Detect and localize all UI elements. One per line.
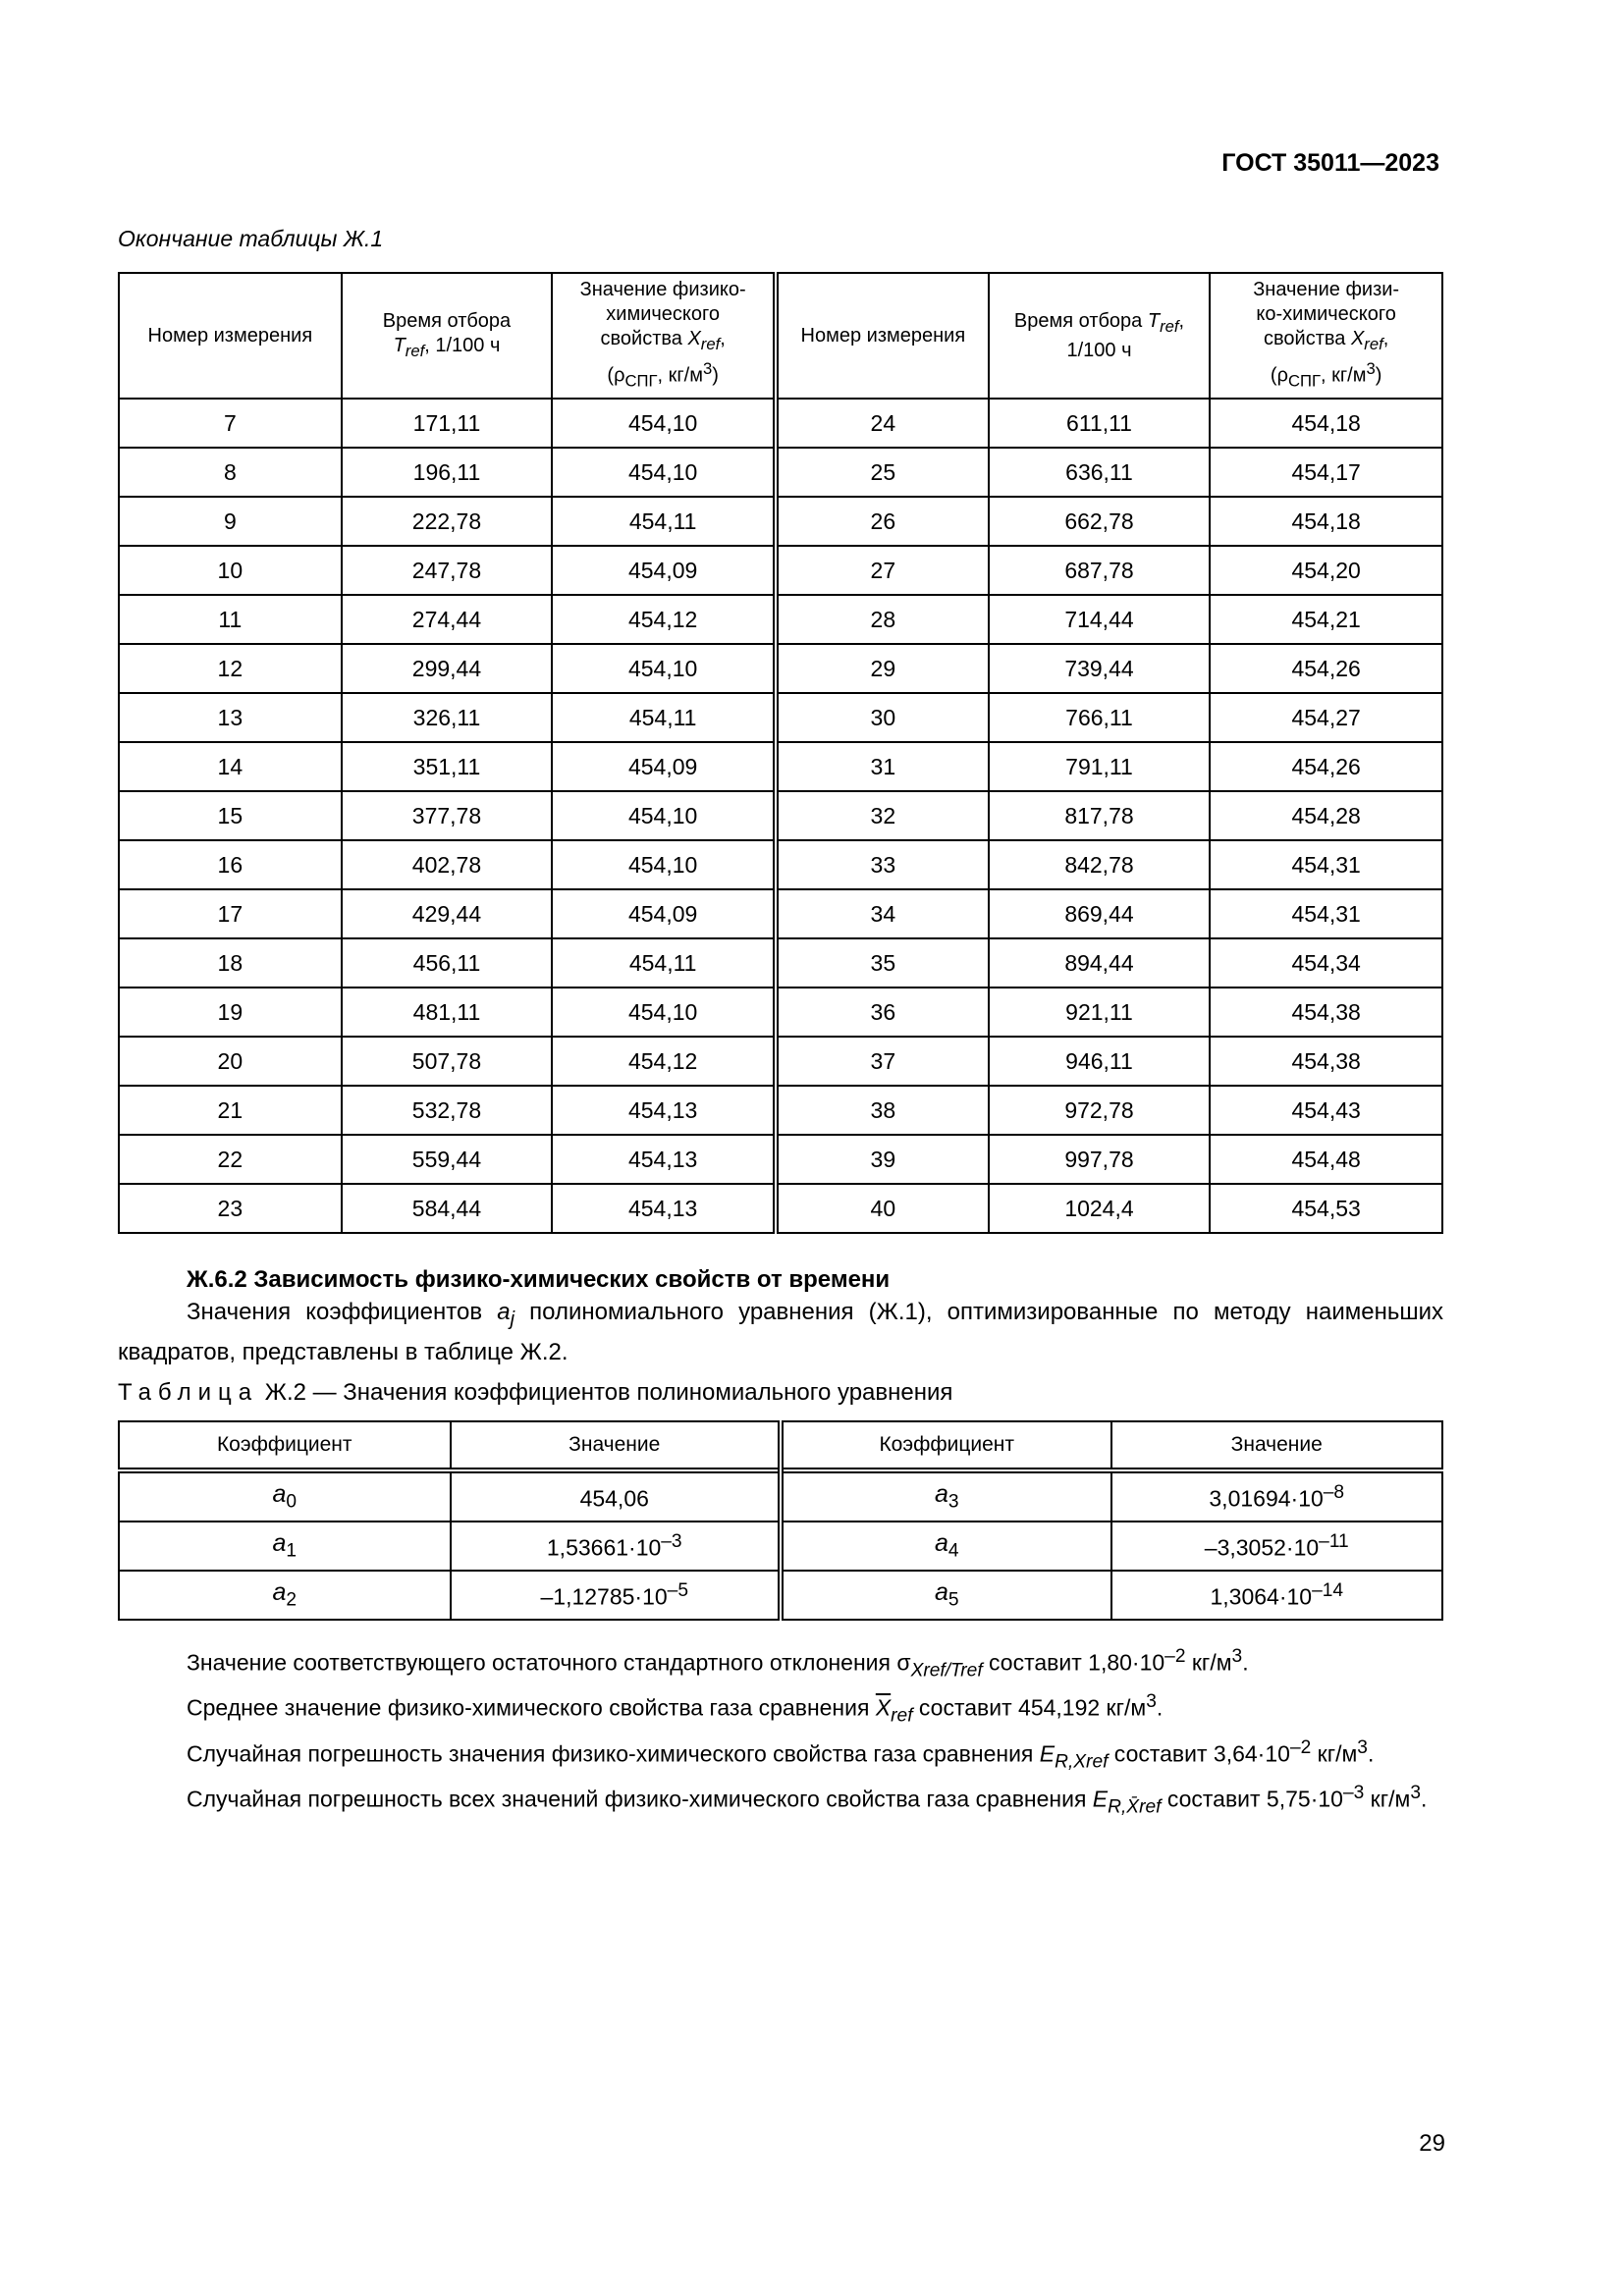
header-time-right-var: T — [1147, 309, 1161, 332]
header-value-right-line2: ко-химического — [1256, 303, 1396, 326]
result-random-error-var: E — [1039, 1740, 1056, 1767]
table-cell: 10 — [119, 546, 342, 595]
coefficient-name-cell — [781, 1470, 1111, 1522]
result-random-error-text: Случайная погрешность значения физико-химического свойства газа сравнения — [187, 1740, 1040, 1767]
coefficient-value: –1,12785·10 — [540, 1583, 668, 1610]
table-cell: 25 — [776, 448, 989, 497]
result-random-error-all-unit-sup: 3 — [1410, 1782, 1421, 1803]
coefficient-value-cell — [451, 1522, 781, 1571]
table-cell: 454,13 — [552, 1184, 776, 1233]
table-cell: 972,78 — [989, 1086, 1211, 1135]
table-row — [119, 693, 1442, 742]
table-cell: 611,11 — [989, 399, 1211, 448]
table-cell: 454,18 — [1210, 497, 1442, 546]
header-value-right-sub: ref — [1364, 335, 1383, 354]
table-row — [119, 988, 1442, 1037]
result-random-error-all-value: составит 5,75·10 — [1161, 1786, 1343, 1812]
table-cell: 14 — [119, 742, 342, 791]
result-random-error-unit: кг/м — [1311, 1740, 1358, 1767]
table-cell: 26 — [776, 497, 989, 546]
table-cell: 454,13 — [552, 1086, 776, 1135]
coefficient-exponent: –8 — [1323, 1481, 1345, 1503]
coefficient-index: 1 — [286, 1540, 298, 1562]
coefficient-exponent: –3 — [661, 1530, 682, 1552]
coefficient-name-cell — [119, 1522, 451, 1571]
coefficient-value: 454,06 — [579, 1485, 649, 1512]
header-value-right-line1: Значение физи- — [1253, 279, 1400, 301]
table-cell: 636,11 — [989, 448, 1211, 497]
table-row — [119, 448, 1442, 497]
result-residual-std-exp: –2 — [1164, 1646, 1186, 1667]
table-cell: 662,78 — [989, 497, 1211, 546]
table-cell: 454,31 — [1210, 840, 1442, 889]
header-property-value: Значение физико- химического свойства $X_{ref}$, ($\rho_{СПГ}$, $кг/м^3$) — [552, 273, 776, 399]
header-time-unit: , 1/100 ч — [424, 334, 501, 356]
result-mean-text: Среднее значение физико-химического свойства газа сравнения — [187, 1694, 876, 1721]
result-mean-var: $\overline{X}$ — [875, 1694, 892, 1721]
header-time-sub: ref — [405, 341, 425, 360]
header-value-right: Значение — [1111, 1421, 1443, 1470]
table-cell: 584,44 — [342, 1184, 553, 1233]
header-value-right-var: X — [1350, 328, 1365, 350]
header-value-line1: Значение физико- — [579, 279, 746, 301]
table-cell: 454,09 — [552, 889, 776, 938]
table2-caption — [118, 1379, 952, 1407]
table-cell: 454,09 — [552, 546, 776, 595]
coefficient-symbol: a — [272, 1480, 287, 1509]
table-row — [119, 1135, 1442, 1184]
table-cell: 8 — [119, 448, 342, 497]
header-value-unit-close: ) — [712, 364, 719, 387]
table-cell: 222,78 — [342, 497, 553, 546]
table-cell: 34 — [776, 889, 989, 938]
table-cell: 171,11 — [342, 399, 553, 448]
coefficient-name-cell — [781, 1522, 1111, 1571]
header-value-prop: свойства — [600, 328, 688, 350]
table-cell: 9 — [119, 497, 342, 546]
standard-designation: ГОСТ 35011—2023 — [1221, 149, 1439, 177]
table-cell: 454,34 — [1210, 938, 1442, 988]
header-value: Значение — [451, 1421, 781, 1470]
coefficient-value: –3,3052·10 — [1204, 1534, 1320, 1561]
table-cell: 1024,4 — [989, 1184, 1211, 1233]
coefficient-index: 5 — [947, 1589, 959, 1611]
result-random-error-all-text: Случайная погрешность всех значений физико-химического свойства газа сравнения — [187, 1786, 1093, 1812]
table-cell: 21 — [119, 1086, 342, 1135]
table-row — [119, 742, 1442, 791]
coefficient-value-cell — [451, 1470, 781, 1522]
coefficient-row — [119, 1522, 1442, 1571]
coefficient-index: 4 — [947, 1540, 959, 1562]
section-title: Ж.6.2 Зависимость физико-химических свойств от времени — [187, 1266, 891, 1293]
table-cell: 454,38 — [1210, 988, 1442, 1037]
table-cell: 27 — [776, 546, 989, 595]
header-measurement-number-right: Номер измерения — [776, 273, 989, 399]
results-block — [187, 1641, 1427, 1823]
header-time-right-sub: ref — [1160, 316, 1179, 336]
table-cell: 842,78 — [989, 840, 1211, 889]
table-cell: 429,44 — [342, 889, 553, 938]
table-cell: 29 — [776, 644, 989, 693]
result-residual-std-unit: кг/м — [1185, 1649, 1232, 1676]
result-residual-std-value: составит 1,80·10 — [982, 1649, 1165, 1676]
coefficient-symbol: a — [272, 1578, 287, 1607]
table-cell: 946,11 — [989, 1037, 1211, 1086]
coefficient-value-cell — [451, 1571, 781, 1620]
result-random-error-all-end: . — [1420, 1786, 1428, 1812]
table-cell: 454,48 — [1210, 1135, 1442, 1184]
para-sub: j — [510, 1308, 515, 1330]
result-random-error-exp: –2 — [1289, 1736, 1312, 1758]
table-cell: 32 — [776, 791, 989, 840]
table-cell: 28 — [776, 595, 989, 644]
table-continuation-caption: Окончание таблицы Ж.1 — [118, 226, 384, 251]
table-cell: 31 — [776, 742, 989, 791]
coefficient-value-cell — [1111, 1522, 1443, 1571]
para-text-a: Значения коэффициентов — [187, 1299, 498, 1325]
table-cell: 454,38 — [1210, 1037, 1442, 1086]
coefficient-index: 0 — [286, 1491, 298, 1513]
table-cell: 454,12 — [552, 1037, 776, 1086]
coefficient-row — [119, 1571, 1442, 1620]
section-paragraph — [118, 1296, 1443, 1369]
table-cell: 37 — [776, 1037, 989, 1086]
table-cell: 454,13 — [552, 1135, 776, 1184]
header-time-var: T — [393, 334, 406, 356]
table2-caption-word: Таблица — [118, 1379, 259, 1406]
table-header-row — [119, 273, 1442, 399]
header-value-var: X — [687, 328, 701, 350]
table-cell: 532,78 — [342, 1086, 553, 1135]
result-mean-end: . — [1156, 1694, 1164, 1721]
table-cell: 19 — [119, 988, 342, 1037]
table-cell: 274,44 — [342, 595, 553, 644]
header-value-unit-sup: 3 — [702, 359, 713, 379]
table-cell: 454,28 — [1210, 791, 1442, 840]
table-cell: 454,21 — [1210, 595, 1442, 644]
header-coefficient: Коэффициент — [119, 1421, 451, 1470]
table-cell: 24 — [776, 399, 989, 448]
table-cell: 454,17 — [1210, 448, 1442, 497]
table-row — [119, 595, 1442, 644]
header-value-right-unit-close: ) — [1375, 364, 1382, 387]
table-row — [119, 791, 1442, 840]
table-cell: 36 — [776, 988, 989, 1037]
result-random-error-unit-sup: 3 — [1357, 1736, 1368, 1758]
table-cell: 766,11 — [989, 693, 1211, 742]
result-random-error-sub: R,Xref — [1055, 1750, 1109, 1772]
table-cell: 454,43 — [1210, 1086, 1442, 1135]
header-value-line2: химического — [606, 303, 720, 326]
coefficient-symbol: a — [934, 1480, 948, 1509]
table-cell: 507,78 — [342, 1037, 553, 1086]
table-cell: 454,26 — [1210, 742, 1442, 791]
table-cell: 23 — [119, 1184, 342, 1233]
header-time-right-label: Время отбора — [1013, 309, 1148, 332]
header-coefficient-right: Коэффициент — [781, 1421, 1111, 1470]
result-random-error-all — [187, 1778, 1427, 1823]
result-random-error-value: составит 3,64·10 — [1108, 1740, 1290, 1767]
coefficient-name-cell — [781, 1571, 1111, 1620]
table-cell: 35 — [776, 938, 989, 988]
header-value-unit-rest: , кг/м — [657, 364, 703, 387]
result-residual-std-text: Значение соответствующего остаточного стандартного отклонения σ — [187, 1649, 911, 1676]
table-cell: 18 — [119, 938, 342, 988]
table-cell: 454,11 — [552, 497, 776, 546]
table-cell: 326,11 — [342, 693, 553, 742]
header-value-sub: ref — [700, 335, 721, 354]
table-cell: 22 — [119, 1135, 342, 1184]
table-cell: 454,53 — [1210, 1184, 1442, 1233]
coefficient-name-cell — [119, 1571, 451, 1620]
table-cell: 687,78 — [989, 546, 1211, 595]
measurements-table-body — [119, 399, 1442, 1233]
table-cell: 454,12 — [552, 595, 776, 644]
coefficient-exponent: –14 — [1312, 1579, 1344, 1601]
table-cell: 377,78 — [342, 791, 553, 840]
table-row — [119, 1086, 1442, 1135]
header-value-right-unit-rest: , кг/м — [1320, 364, 1367, 387]
table-cell: 454,18 — [1210, 399, 1442, 448]
result-residual-std — [187, 1641, 1427, 1686]
table-row — [119, 497, 1442, 546]
coefficient-value-cell — [1111, 1571, 1443, 1620]
table-cell: 481,11 — [342, 988, 553, 1037]
table-cell: 997,78 — [989, 1135, 1211, 1184]
result-random-error-all-unit: кг/м — [1364, 1786, 1411, 1812]
result-residual-std-end: . — [1242, 1649, 1249, 1676]
result-mean-value — [187, 1686, 1427, 1732]
table-cell: 15 — [119, 791, 342, 840]
header-sampling-time-right: Время отбора $T_{ref}$, 1/100 ч — [989, 273, 1211, 399]
header-value-right-unit-open: (ρ — [1270, 364, 1288, 387]
coefficients-table — [118, 1420, 1443, 1621]
page-number: 29 — [1419, 2130, 1445, 2157]
para-var: a — [497, 1299, 511, 1325]
table-cell: 921,11 — [989, 988, 1211, 1037]
coefficient-symbol: a — [272, 1529, 287, 1558]
coefficient-exponent: –5 — [667, 1579, 688, 1601]
table-row — [119, 1184, 1442, 1233]
header-time-label: Время отбора — [382, 309, 512, 332]
para-text-b: полиномиального уравнения (Ж.1), оптимизированные по методу наименьших квадратов, представлены в таблице Ж.2. — [118, 1299, 1444, 1365]
table-row — [119, 399, 1442, 448]
coefficient-value: 3,01694·10 — [1209, 1485, 1324, 1512]
table-cell: 17 — [119, 889, 342, 938]
coefficient-index: 2 — [286, 1589, 298, 1611]
header-value-unit-open: (ρ — [607, 364, 625, 387]
table-row — [119, 644, 1442, 693]
coefficients-header-row — [119, 1421, 1442, 1470]
table-cell: 454,10 — [552, 840, 776, 889]
coefficient-symbol: a — [934, 1529, 948, 1558]
table-cell: 30 — [776, 693, 989, 742]
coefficient-value-cell — [1111, 1470, 1443, 1522]
table-row — [119, 840, 1442, 889]
table-cell: 454,10 — [552, 399, 776, 448]
table-cell: 817,78 — [989, 791, 1211, 840]
coefficient-row — [119, 1470, 1442, 1522]
table-cell: 454,10 — [552, 644, 776, 693]
result-random-error — [187, 1733, 1427, 1778]
table-cell: 454,27 — [1210, 693, 1442, 742]
table-cell: 39 — [776, 1135, 989, 1184]
coefficient-name-cell — [119, 1470, 451, 1522]
result-mean-unit-sup: 3 — [1146, 1691, 1157, 1713]
coefficients-table-body — [119, 1470, 1442, 1620]
header-sampling-time — [342, 273, 553, 399]
table-cell: 247,78 — [342, 546, 553, 595]
table-cell: 454,26 — [1210, 644, 1442, 693]
table-cell: 454,09 — [552, 742, 776, 791]
table-cell: 739,44 — [989, 644, 1211, 693]
result-random-error-end: . — [1367, 1740, 1375, 1767]
table-cell: 33 — [776, 840, 989, 889]
result-random-error-all-var: E — [1092, 1786, 1109, 1812]
table-cell: 7 — [119, 399, 342, 448]
header-measurement-number: Номер измерения — [119, 273, 342, 399]
table-cell: 196,11 — [342, 448, 553, 497]
coefficient-symbol: a — [934, 1578, 948, 1607]
table-row — [119, 1037, 1442, 1086]
table-row — [119, 938, 1442, 988]
result-residual-std-sub: Xref/Tref — [910, 1660, 983, 1682]
table-cell: 869,44 — [989, 889, 1211, 938]
table-cell: 456,11 — [342, 938, 553, 988]
table-cell: 454,11 — [552, 938, 776, 988]
table-cell: 559,44 — [342, 1135, 553, 1184]
table-cell: 11 — [119, 595, 342, 644]
table-cell: 16 — [119, 840, 342, 889]
table-cell: 454,11 — [552, 693, 776, 742]
table-cell: 454,10 — [552, 448, 776, 497]
table-row — [119, 546, 1442, 595]
table-cell: 20 — [119, 1037, 342, 1086]
result-residual-std-unit-sup: 3 — [1231, 1646, 1243, 1667]
result-mean-value-text: составит 454,192 кг/м — [912, 1694, 1147, 1721]
coefficient-exponent: –11 — [1319, 1530, 1349, 1552]
table-cell: 454,20 — [1210, 546, 1442, 595]
header-value-right-unit-sup: 3 — [1366, 359, 1376, 379]
table-cell: 13 — [119, 693, 342, 742]
table-cell: 40 — [776, 1184, 989, 1233]
measurements-table — [118, 272, 1443, 1234]
table2-caption-rest: Ж.2 — Значения коэффициентов полиномиального уравнения — [258, 1379, 953, 1406]
coefficient-index: 3 — [947, 1491, 959, 1513]
table-cell: 454,10 — [552, 988, 776, 1037]
table-row — [119, 889, 1442, 938]
table-cell: 894,44 — [989, 938, 1211, 988]
table-cell: 402,78 — [342, 840, 553, 889]
table-cell: 791,11 — [989, 742, 1211, 791]
result-random-error-all-sub: R,X̄ref — [1108, 1796, 1162, 1817]
table-cell: 38 — [776, 1086, 989, 1135]
coefficient-value: 1,53661·10 — [546, 1534, 662, 1561]
table-cell: 12 — [119, 644, 342, 693]
table-cell: 454,10 — [552, 791, 776, 840]
table-cell: 299,44 — [342, 644, 553, 693]
table-cell: 714,44 — [989, 595, 1211, 644]
header-value-unit-sub: СПГ — [624, 371, 658, 391]
result-mean-sub: ref — [891, 1705, 913, 1727]
header-property-value-right: Значение физи- ко-химического свойства $X_{ref}$, ($\rho_{СПГ}$, $кг/м^3$) — [1210, 273, 1442, 399]
table-cell: 454,31 — [1210, 889, 1442, 938]
header-value-right-prop: свойства — [1264, 328, 1351, 350]
header-time-right-unit: 1/100 ч — [1066, 339, 1132, 361]
header-value-right-unit-sub: СПГ — [1287, 371, 1321, 391]
coefficient-value: 1,3064·10 — [1210, 1583, 1313, 1610]
table-cell: 351,11 — [342, 742, 553, 791]
result-random-error-all-exp: –3 — [1342, 1782, 1365, 1803]
